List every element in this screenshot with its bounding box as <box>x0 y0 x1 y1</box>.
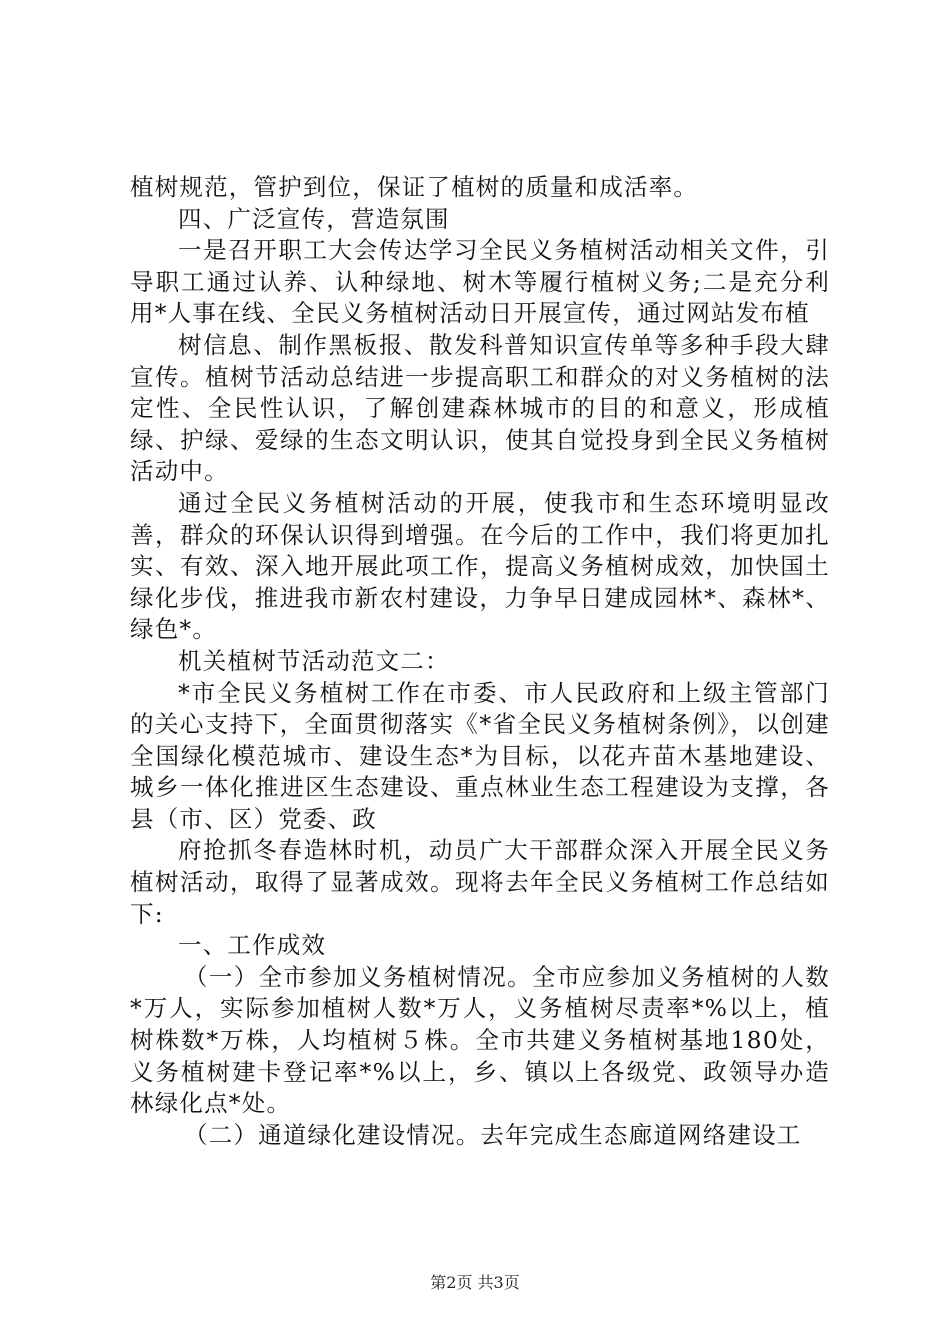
paragraph-8: 府抢抓冬春造林时机，动员广大干部群众深入开展全民义务植树活动，取得了显著成效。现将去年全民义务植树工作总结如下: <box>130 836 830 928</box>
paragraph-3: 一是召开职工大会传达学习全民义务植树活动相关文件，引导职工通过认养、认种绿地、树木等履行植树义务;二是充分利用*人事在线、全民义务植树活动日开展宣传，通过网站发布植 <box>130 236 830 328</box>
document-body <box>130 172 830 1151</box>
paragraph-5: 通过全民义务植树活动的开展，使我市和生态环境明显改善，群众的环保认识得到增强。在今后的工作中，我们将更加扎实、有效、深入地开展此项工作，提高义务植树成效，加快国土绿化步伐，推进我市新农村建设，力争早日建成园林*、森林*、绿色*。 <box>130 488 830 644</box>
paragraph-4: 树信息、制作黑板报、散发科普知识宣传单等多种手段大肆宣传。植树节活动总结进一步提高职工和群众的对义务植树的法定性、全民性认识，了解创建森林城市的目的和意义，形成植绿、护绿、爱绿的生态文明认识，使其自觉投身到全民义务植树活动中。 <box>130 330 830 486</box>
paragraph-7: *市全民义务植树工作在市委、市人民政府和上级主管部门的关心支持下，全面贯彻落实《*省全民义务植树条例》，以创建全国绿化模范城市、建设生态*为目标，以花卉苗木基地建设、城乡一体化推进区生态建设、重点林业生态工程建设为支撑，各县（市、区）党委、政 <box>130 678 830 833</box>
paragraph-1: 植树规范，管护到位，保证了植树的质量和成活率。 <box>130 173 699 201</box>
paragraph-11: （二）通道绿化建设情况。去年完成生态廊道网络建设工 <box>184 1120 802 1149</box>
paragraph-2: 四、广泛宣传，营造氛围 <box>178 204 450 233</box>
page-footer: 第2页 共3页 <box>430 1273 520 1292</box>
paragraph-6: 机关植树节活动范文二： <box>178 646 450 675</box>
paragraph-9: 一、工作成效 <box>178 931 327 960</box>
paragraph-10: （一）全市参加义务植树情况。全市应参加义务植树的人数*万人，实际参加植树人数*万人，义务植树尽责率*%以上，植树株数*万株，人均植树５株。全市共建义务植树基地180处，义务植树建卡登记率*%以上，乡、镇以上各级党、政领导办造林绿化点*处。 <box>130 962 830 1118</box>
